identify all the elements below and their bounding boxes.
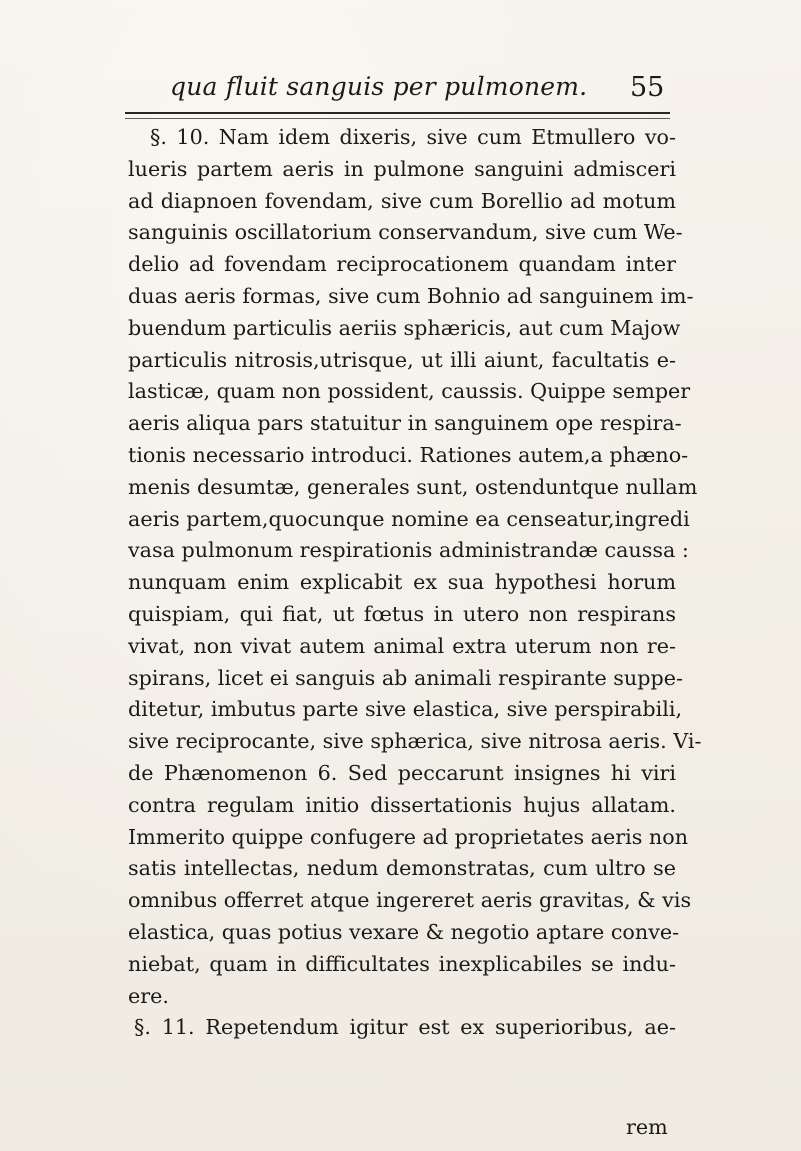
text-line: §. 10. Nam idem dixeris, sive cum Etmullero vo- [150,125,676,149]
text-line: lueris partem aeris in pulmone sanguini admisceri [128,156,676,181]
text-line: vivat, non vivat autem animal extra uterum non re- [128,633,676,658]
header-rule-thin [125,118,670,119]
page-number: 55 [630,72,665,103]
text-line: ere. [128,983,169,1008]
text-line: de Phænomenon 6. Sed peccarunt insignes hi viri [128,760,676,785]
text-line: menis desumtæ, generales sunt, ostenduntque nullam [128,474,698,499]
text-line: Immerito quippe confugere ad proprietates aeris non [128,824,689,849]
text-line: nunquam enim explicabit ex sua hypothesi horum [128,570,676,595]
text-line: spirans, licet ei sanguis ab animali respirante suppe- [128,665,683,690]
text-line: sanguinis oscillatorium conservandum, sive cum We- [128,220,683,245]
text-line: omnibus offerret atque ingereret aeris gravitas, & vis [128,888,692,913]
text-line: aeris aliqua pars statuitur in sanguinem ope respira- [128,411,682,436]
text-line: lasticæ, quam non possident, caussis. Quippe semper [128,379,691,404]
text-line: sive reciprocante, sive sphærica, sive nitrosa aeris. Vi- [128,729,702,754]
text-line: elastica, quas potius vexare & negotio aptare conve- [128,919,680,944]
text-line: buendum particulis aeriis sphæricis, aut cum Majow [128,315,681,340]
text-line: contra regulam initio dissertationis hujus allatam. [128,792,676,817]
text-line: ditetur, imbutus parte sive elastica, sive perspirabili, [128,697,683,722]
text-line: tionis necessario introduci. Rationes autem,a phæno- [128,442,689,467]
text-line: ad diapnoen fovendam, sive cum Borellio ad motum [128,188,676,213]
body-text [128,122,702,1044]
text-line: niebat, quam in difficultates inexplicabiles se indu- [128,951,676,976]
text-line: particulis nitrosis,utrisque, ut illi aiunt, facultatis e- [128,347,676,372]
header-rule [125,112,670,114]
text-line: quispiam, qui fiat, ut fœtus in utero non respirans [128,601,676,626]
text-line: vasa pulmonum respirationis administrandæ caussa : [128,538,689,563]
catchword: rem [626,1115,668,1139]
running-header: qua fluit sanguis per pulmonem. [170,72,588,101]
text-line: delio ad fovendam reciprocationem quandam inter [128,252,676,277]
text-line: §. 11. Repetendum igitur est ex superioribus, ae- [134,1015,676,1040]
text-line: satis intellectas, nedum demonstratas, cum ultro se [128,856,676,881]
text-line: aeris partem,quocunque nomine ea censeatur,ingredi [128,506,690,531]
text-line: duas aeris formas, sive cum Bohnio ad sanguinem im- [128,283,694,308]
